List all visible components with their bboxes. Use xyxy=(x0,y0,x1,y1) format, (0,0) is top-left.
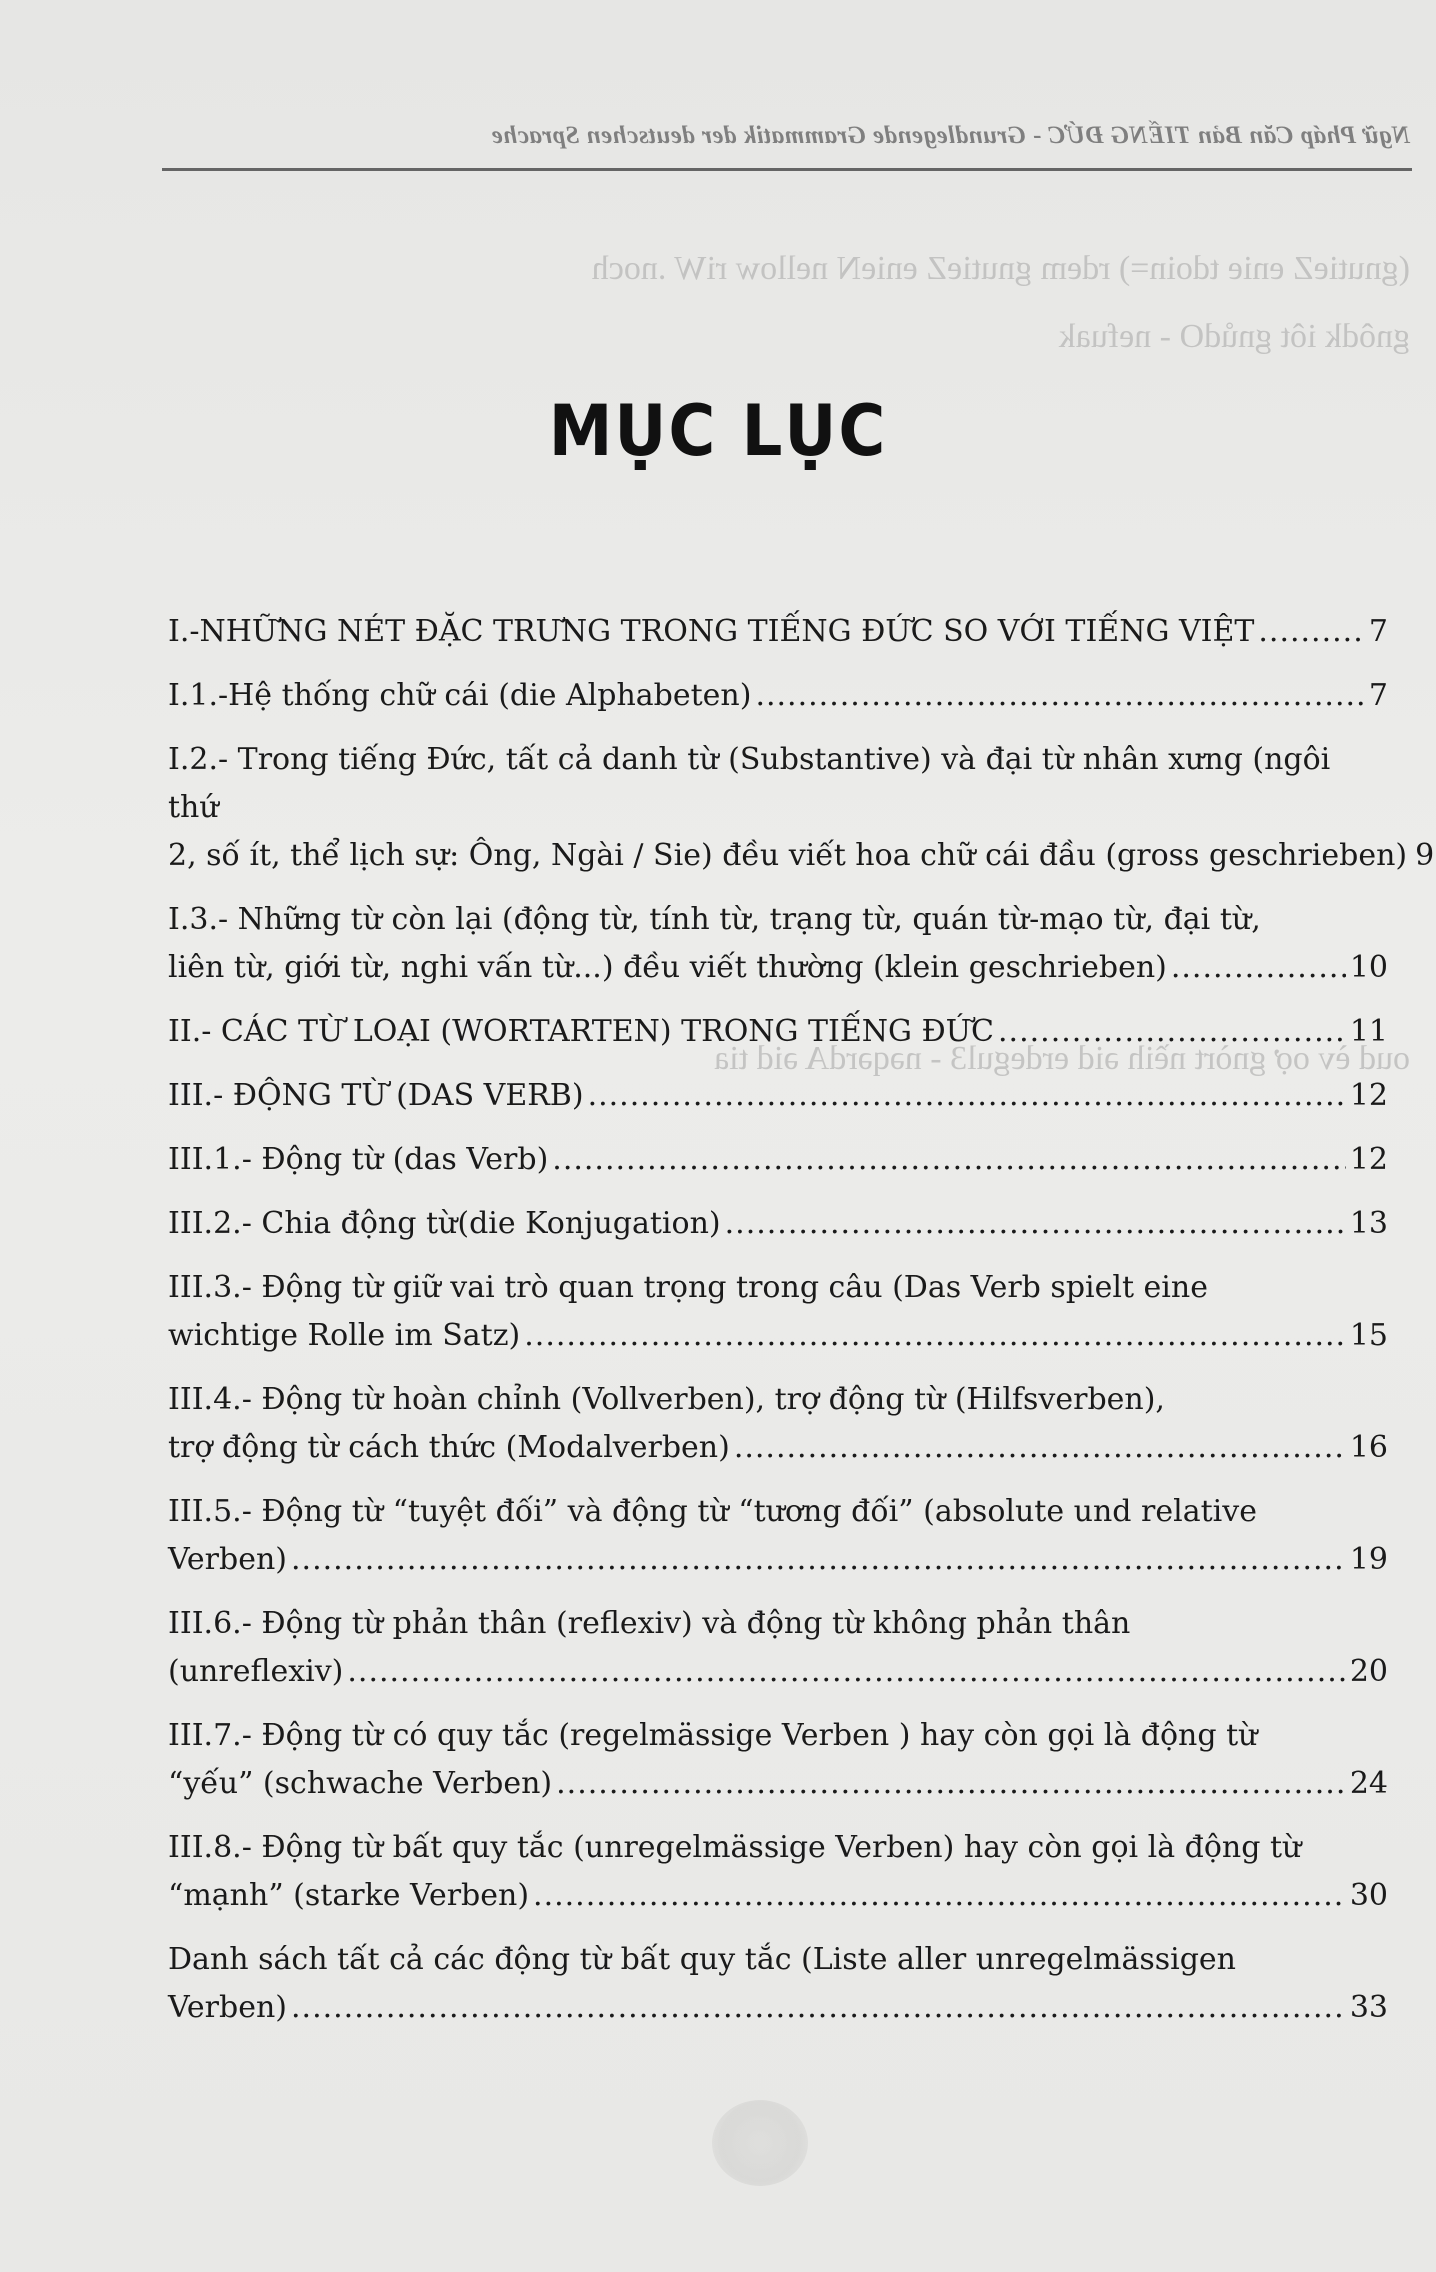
toc-entry-title-line1: I.3.- Những từ còn lại (động từ, tính từ, trạng từ, quán từ-mạo từ, đại từ, xyxy=(168,902,1261,937)
bleed-through-text: gnôdk iôt gnůdO - nefuak xyxy=(1058,318,1410,355)
dot-leader xyxy=(998,1008,1346,1056)
toc-entry[interactable] xyxy=(168,1600,1388,1696)
toc-page-number: 7 xyxy=(1368,614,1388,649)
toc-page-number: 19 xyxy=(1349,1542,1388,1577)
toc-entry-title-line1: III.6.- Động từ phản thân (reflexiv) và động từ không phản thân xyxy=(168,1606,1131,1641)
table-of-contents xyxy=(168,608,1435,2032)
toc-entry[interactable] xyxy=(168,1824,1388,1920)
toc-entry-title-line2: (unreflexiv) xyxy=(168,1654,344,1689)
toc-line xyxy=(168,1424,1388,1472)
bleed-through-text: (gnutieZ enie tdoin=) rdem gnutieZ enieN nellow riW .noch xyxy=(591,250,1410,287)
dot-leader xyxy=(1171,944,1346,992)
toc-entry-title-line2: liên từ, giới từ, nghi vấn từ...) đều viết thường (klein geschrieben) xyxy=(168,950,1167,985)
toc-entry-title-line2: “mạnh” (starke Verben) xyxy=(168,1878,530,1913)
toc-entry-title-line1: I.2.- Trong tiếng Đức, tất cả danh từ (Substantive) và đại từ nhân xưng (ngôi thứ xyxy=(168,742,1331,825)
dot-leader xyxy=(1258,608,1365,656)
toc-page-number: 20 xyxy=(1349,1654,1388,1689)
toc-page-number: 12 xyxy=(1349,1078,1388,1113)
toc-entry-title: II.- CÁC TỪ LOẠI (WORTARTEN) TRONG TIẾNG ĐỨC xyxy=(168,1014,995,1049)
toc-line xyxy=(168,944,1388,992)
toc-entry[interactable] xyxy=(168,1488,1388,1584)
toc-entry-title-line1: III.8.- Động từ bất quy tắc (unregelmässige Verben) hay còn gọi là động từ xyxy=(168,1830,1302,1865)
toc-page-number: 7 xyxy=(1368,678,1388,713)
page-title: MỤC LỤC xyxy=(548,391,888,473)
toc-entry[interactable] xyxy=(168,1200,1388,1248)
toc-page-number: 24 xyxy=(1349,1766,1388,1801)
toc-entry[interactable] xyxy=(168,1072,1388,1120)
dot-leader xyxy=(524,1312,1346,1360)
toc-page-number: 16 xyxy=(1349,1430,1388,1465)
toc-entry-title-line2: Verben) xyxy=(168,1990,287,2025)
toc-entry-title-line1: III.7.- Động từ có quy tắc (regelmässige Verben ) hay còn gọi là động từ xyxy=(168,1718,1258,1753)
toc-entry[interactable] xyxy=(168,1936,1388,2032)
dot-leader xyxy=(347,1648,1345,1696)
toc-entry-title-line2: “yếu” (schwache Verben) xyxy=(168,1766,553,1801)
toc-entry-title: III.- ĐỘNG TỪ (DAS VERB) xyxy=(168,1078,584,1113)
toc-page-number: 11 xyxy=(1349,1014,1388,1049)
running-header: Ngữ Pháp Căn Bản TIẾNG ĐỨC - Grundlegende Grammatik der deutschen Sprache xyxy=(491,122,1410,149)
toc-entry[interactable] xyxy=(168,1264,1388,1360)
toc-entry-title: I.1.-Hệ thống chữ cái (die Alphabeten) xyxy=(168,678,752,713)
toc-line xyxy=(168,1536,1388,1584)
dot-leader xyxy=(734,1424,1346,1472)
dot-leader xyxy=(533,1872,1346,1920)
toc-entry-title: III.1.- Động từ (das Verb) xyxy=(168,1142,549,1177)
toc-entry-title-line1: III.5.- Động từ “tuyệt đối” và động từ “tương đối” (absolute und relative xyxy=(168,1494,1257,1529)
toc-entry[interactable] xyxy=(168,1376,1388,1472)
toc-line xyxy=(168,608,1388,656)
dot-leader xyxy=(291,1984,1346,2032)
toc-entry-title: I.-NHỮNG NÉT ĐẶC TRƯNG TRONG TIẾNG ĐỨC SO VỚI TIẾNG VIỆT xyxy=(168,614,1255,649)
dot-leader xyxy=(755,672,1364,720)
toc-page-number: 9 xyxy=(1415,838,1435,873)
toc-line xyxy=(168,1008,1388,1056)
toc-line xyxy=(168,1872,1388,1920)
toc-line xyxy=(168,1072,1388,1120)
toc-entry-title-line2: wichtige Rolle im Satz) xyxy=(168,1318,521,1353)
toc-entry[interactable] xyxy=(168,672,1388,720)
toc-entry-title-line1: Danh sách tất cả các động từ bất quy tắc (Liste aller unregelmässigen xyxy=(168,1942,1237,1977)
toc-entry[interactable] xyxy=(168,1008,1388,1056)
toc-entry-title: III.2.- Chia động từ(die Konjugation) xyxy=(168,1206,721,1241)
toc-page-number: 10 xyxy=(1349,950,1388,985)
toc-page-number: 13 xyxy=(1349,1206,1388,1241)
toc-line xyxy=(168,1984,1388,2032)
toc-entry-title-line2: Verben) xyxy=(168,1542,287,1577)
toc-entry[interactable] xyxy=(168,608,1388,656)
toc-line xyxy=(168,1648,1388,1696)
toc-page-number: 33 xyxy=(1349,1990,1388,2025)
toc-line xyxy=(168,1136,1388,1184)
toc-line xyxy=(168,1312,1388,1360)
dot-leader xyxy=(588,1072,1346,1120)
toc-page-number: 30 xyxy=(1349,1878,1388,1913)
toc-line xyxy=(168,1200,1388,1248)
toc-line xyxy=(168,1760,1388,1808)
toc-line xyxy=(168,832,1435,880)
toc-page-number: 12 xyxy=(1349,1142,1388,1177)
header-rule xyxy=(162,168,1412,171)
toc-entry[interactable] xyxy=(168,1712,1388,1808)
toc-entry-title-line1: III.3.- Động từ giữ vai trò quan trọng trong câu (Das Verb spielt eine xyxy=(168,1270,1208,1305)
dot-leader xyxy=(556,1760,1346,1808)
toc-page-number: 15 xyxy=(1349,1318,1388,1353)
dot-leader xyxy=(552,1136,1346,1184)
bleed-through-text: oud èv oợ gnòrt nềih əid erdegul3 - nəqərdA əid tia xyxy=(714,1040,1410,1077)
dot-leader xyxy=(291,1536,1346,1584)
toc-entry-title-line1: III.4.- Động từ hoàn chỉnh (Vollverben), trợ động từ (Hilfsverben), xyxy=(168,1382,1165,1417)
toc-entry[interactable] xyxy=(168,1136,1388,1184)
toc-entry-title-line2: trợ động từ cách thức (Modalverben) xyxy=(168,1430,730,1465)
toc-line xyxy=(168,672,1388,720)
dot-leader xyxy=(725,1200,1346,1248)
toc-entry-title-line2: 2, số ít, thể lịch sự: Ông, Ngài / Sie) đều viết hoa chữ cái đầu (gross geschrieben) xyxy=(168,838,1408,873)
toc-entry[interactable] xyxy=(168,896,1388,992)
page-number-seal xyxy=(712,2100,808,2186)
toc-entry[interactable] xyxy=(168,736,1435,880)
